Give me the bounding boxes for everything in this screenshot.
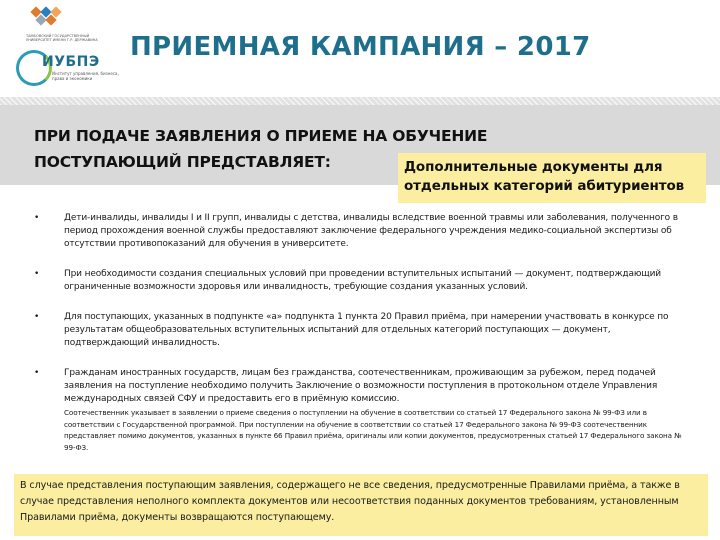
- university-emblem-icon: [26, 6, 66, 32]
- institute-abbr: ИУБПЭ: [42, 54, 100, 70]
- list-item-text: Для поступающих, указанных в подпункте «а» подпункта 1 пункта 20 Правил приёма, при намерении участвовать в конкурсе по результатам общеобразовательных вступительных испытаний для отдельных категорий поступающих — документ, подтверждающий инвалидность.: [64, 312, 669, 348]
- institute-full-name: Институт управления, бизнеса, права и экономики: [52, 71, 119, 81]
- section-heading-line1: ПРИ ПОДАЧЕ ЗАЯВЛЕНИЯ О ПРИЕМЕ НА ОБУЧЕНИЕ: [34, 127, 488, 145]
- category-tag: Дополнительные документы для отдельных категорий абитуриентов: [398, 153, 706, 203]
- university-logo: [26, 6, 96, 48]
- list-item: [34, 311, 694, 350]
- institute-logo: [12, 48, 119, 90]
- bullet-icon: •: [34, 312, 40, 322]
- list-item-text: При необходимости создания специальных условий при проведении вступительных испытаний — документ, подтверждающий ограниченные возможности здоровья или инвалидность, требующие создания указанных условий.: [64, 269, 661, 292]
- footer-note: В случае представления поступающим заявления, содержащего не все сведения, предусмотренные Правилами приёма, а также в случае представления неполного комплекта документов или несоответствия поданных документов требованиям, установленным Правилами приёма, документы возвращаются поступающему.: [14, 474, 708, 536]
- university-logo-text: ТАМБОВСКИЙ ГОСУДАРСТВЕННЫЙ УНИВЕРСИТЕТ ИМЕНИ Г.Р. ДЕРЖАВИНА: [26, 34, 98, 42]
- page-title: ПРИЕМНАЯ КАМПАНИЯ – 2017: [130, 32, 591, 62]
- list-item-note: Соотечественник указывает в заявлении о приеме сведения о поступлении на обучение в соответствии со статьей 17 Федерального закона № 99-ФЗ или в соответствии с Государственной программой. При поступлении на обучение в соответствии со статьей 17 Федерального закона № 99-ФЗ соотечественник представляет помимо документов, указанных в пункте 66 Правил приёма, оригиналы или копии документов, предусмотренных статьей 17 Федерального закона № 99-ФЗ.: [64, 408, 682, 452]
- bullet-icon: •: [34, 368, 40, 378]
- bullet-icon: •: [34, 213, 40, 223]
- list-item-text: Дети-инвалиды, инвалиды I и II групп, инвалиды с детства, инвалиды вследствие военной травмы или заболевания, полученного в период прохождения военной службы предоставляют заключение федерального учреждения медико-социальной экспертизы об отсутствии противопоказаний для обучения в университете.: [64, 213, 678, 249]
- list-item-text: Гражданам иностранных государств, лицам без гражданства, соотечественникам, проживающим за рубежом, перед подачей заявления на поступление необходимо получить Заключение о возможности поступления в протокольном отделе Управления международных связей СФУ и предоставить его в приёмную комиссию.: [64, 368, 658, 404]
- requirements-list: [34, 212, 694, 470]
- bullet-icon: •: [34, 269, 40, 279]
- decorative-stripe: [0, 97, 720, 105]
- list-item: [34, 367, 694, 453]
- section-heading-line2: ПОСТУПАЮЩИЙ ПРЕДСТАВЛЯЕТ:: [34, 153, 331, 171]
- list-item: [34, 212, 694, 251]
- list-item: [34, 268, 694, 294]
